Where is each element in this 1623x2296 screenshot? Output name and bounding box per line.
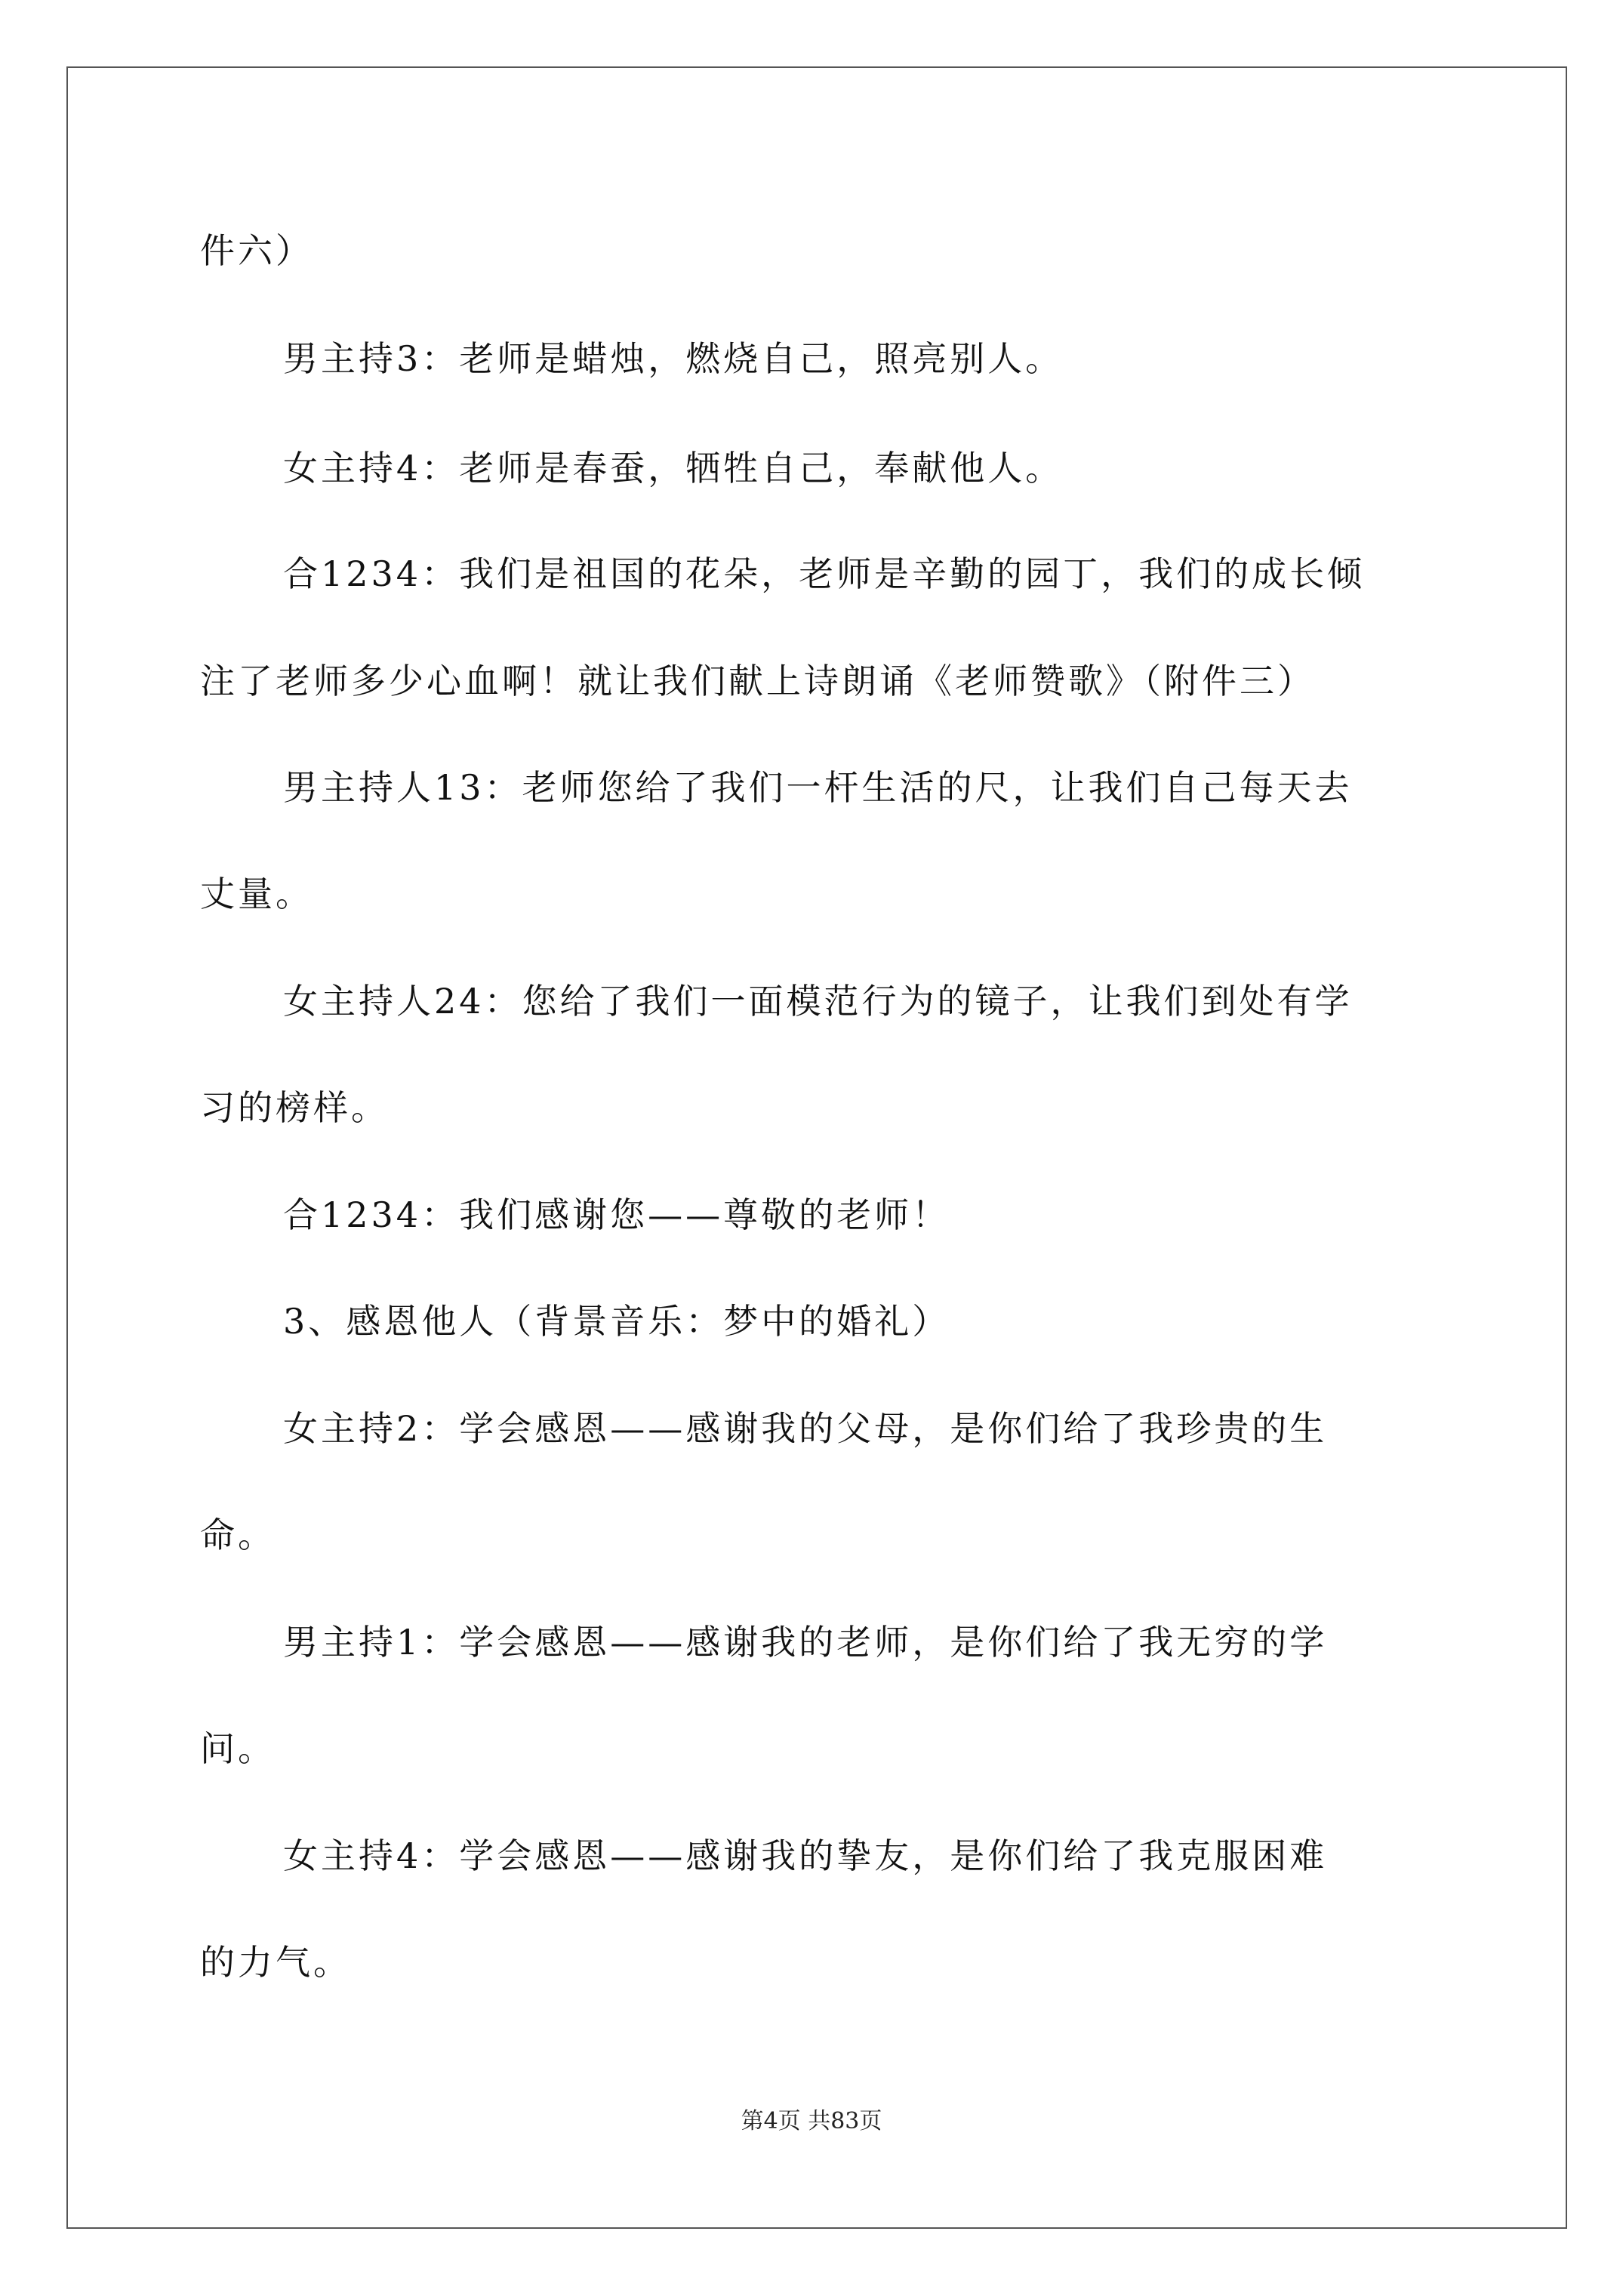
text-line: 女主持2：学会感恩——感谢我的父母，是你们给了我珍贵的生 xyxy=(283,1408,1328,1449)
text-line: 的力气。 xyxy=(200,1942,351,1983)
text-line: 男主持人13：老师您给了我们一杆生活的尺，让我们自己每天去 xyxy=(283,767,1353,808)
text-line: 问。 xyxy=(200,1728,276,1769)
text-line: 丈量。 xyxy=(200,874,313,914)
page-border xyxy=(66,66,1567,2229)
text-line: 男主持3：老师是蜡烛，燃烧自己，照亮别人。 xyxy=(283,338,1064,379)
text-line: 女主持4：学会感恩——感谢我的挚友，是你们给了我克服困难 xyxy=(283,1835,1328,1876)
text-line: 合1234：我们是祖国的花朵，老师是辛勤的园丁，我们的成长倾 xyxy=(283,553,1366,594)
page-footer: 第4页 共83页 xyxy=(741,2108,882,2134)
text-line: 女主持人24：您给了我们一面模范行为的镜子，让我们到处有学 xyxy=(283,981,1353,1022)
text-line: 件六） xyxy=(200,230,313,271)
text-line: 注了老师多少心血啊！就让我们献上诗朗诵《老师赞歌》（附件三） xyxy=(200,661,1315,701)
text-line: 男主持1：学会感恩——感谢我的老师，是你们给了我无穷的学 xyxy=(283,1622,1328,1663)
text-line: 合1234：我们感谢您——尊敬的老师！ xyxy=(283,1194,950,1235)
text-line: 习的榜样。 xyxy=(200,1087,389,1128)
text-line: 命。 xyxy=(200,1515,276,1555)
text-line: 女主持4：老师是春蚕，牺牲自己，奉献他人。 xyxy=(283,448,1064,488)
text-line: 3、感恩他人（背景音乐：梦中的婚礼） xyxy=(283,1301,950,1342)
